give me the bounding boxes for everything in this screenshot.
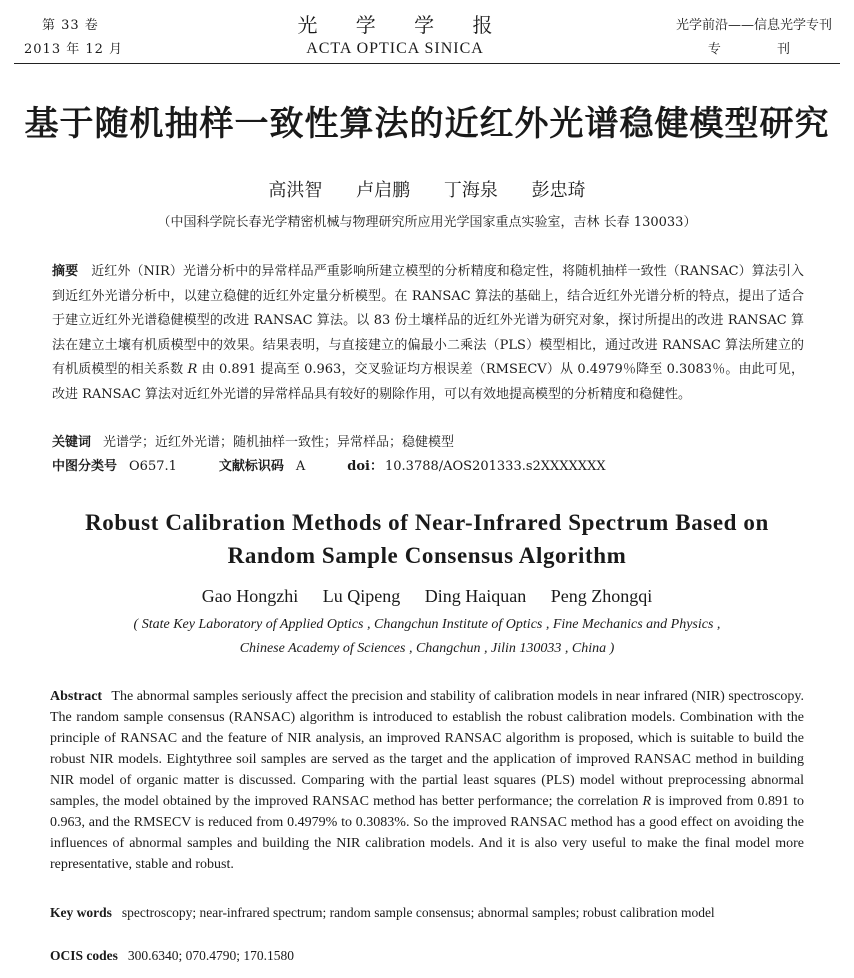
ocis-label: OCIS codes	[50, 948, 118, 963]
doi-value: 10.3788/AOS201333.s2XXXXXXX	[385, 459, 606, 474]
clc-label: 中图分类号	[52, 459, 118, 474]
abstract-text-cn-part1: 近红外（NIR）光谱分析中的异常样品严重影响所建立模型的分析精度和稳定性，将随机抽样一致性（RANSAC）算法引入到近红外光谱分析中，以建立稳健的近红外定量分析模型。在 RANSAC 算法的基础上，结合近红外光谱分析的特点，提出了适合于建立近红外光谱稳健模型的改进 RANSAC 算法。以 83 份土壤样品的近红外光谱为研究对象，探讨所提出的改进 RANSAC 算法在建立土壤有机质模型中的效果。结果表明，与直接建立的偏最小二乘法（PLS）模型相比，通过改进 RANSAC 算法所建立的有机质模型的相关系数	[52, 264, 804, 377]
affiliation-en-line1: ( State Key Laboratory of Applied Optics , Changchun Institute of Optics , Fine Mechanics and Physics ,	[133, 617, 721, 632]
abstract-label-cn: 摘要	[52, 264, 79, 279]
journal-name-en: ACTA OPTICA SINICA	[306, 40, 484, 57]
affiliation-cn: （中国科学院长春光学精密机械与物理研究所应用光学国家重点实验室，吉林 长春 130033）	[157, 215, 697, 230]
abstract-text-en-part2: is improved from 0.891 to 0.963, and the RMSECV is reduced from 0.4979% to 0.3083%. So the improved RANSAC method has a good effect on avoiding the influences of abnormal samples and building the NIR calibration models. And it is also very useful to make the final model more representative, stable and robust.	[50, 794, 804, 872]
abstract-text-cn-part2: 由 0.891 提高至 0.963，交叉验证均方根误差（RMSECV）从 0.4979％降至 0.3083％。由此可见，改进 RANSAC 算法对近红外光谱的异常样品具有较好的剔除作用，可以有效地提高模型的分析精度和稳健性。	[52, 362, 804, 402]
abstract-variable-r-en: R	[642, 794, 651, 809]
paper-title-en-line2: Random Sample Consensus Algorithm	[227, 543, 627, 568]
ocis-value: 300.6340; 070.4790; 170.1580	[127, 948, 295, 963]
keywords-label-en: Key words	[50, 905, 112, 920]
abstract-text-en-part1: The abnormal samples seriously affect the precision and stability of calibration models in near infrared (NIR) spectroscopy. The random sample consensus (RANSAC) algorithm is introduced to establish the robust calibration models. Combination with the principle of RANSAC and the feature of NIR analysis, an improved RANSAC algorithm is proposed, which is suitable to build the robust NIR models. Eightythree soil samples are served as the target and the application of improved RANSAC method in building NIR model of organic matter is discussed. Comparing with the partial least squares (PLS) model without preprocessing abnormal samples, the model obtained by the improved RANSAC method has better performance; the correlation	[50, 689, 804, 809]
journal-section-l1: 光学前沿——信息光学专刊	[675, 18, 832, 33]
doccode-value: A	[295, 459, 306, 474]
journal-name-cn: 光 学 学 报	[297, 13, 509, 37]
ocis-codes	[50, 945, 804, 966]
paper-title-cn: 基于随机抽样一致性算法的近红外光谱稳健模型研究	[24, 104, 830, 144]
affiliation-en	[0, 613, 854, 661]
volume-label: 第 33 卷	[42, 18, 99, 33]
classification-line	[52, 455, 606, 479]
author-cn: 彭忠琦	[531, 180, 586, 201]
journal-section-l2: 专 刊	[707, 42, 816, 57]
author-en: Gao Hongzhi	[201, 586, 299, 606]
journal-masthead	[250, 12, 540, 60]
abstract-label-en: Abstract	[50, 689, 103, 704]
doi-label: doi：	[347, 459, 383, 474]
running-header-left	[24, 14, 123, 62]
affiliation-en-line2: Chinese Academy of Sciences , Changchun , Jilin 130033 , China )	[239, 641, 615, 656]
header-rule	[14, 63, 840, 64]
author-cn: 卢启鹏	[356, 180, 411, 201]
issue-date: 2013 年 12 月	[24, 42, 124, 57]
keywords-label-cn: 关键词	[52, 435, 92, 450]
author-en: Ding Haiquan	[424, 586, 527, 606]
abstract-variable-r-cn: R	[187, 362, 198, 377]
paper-title-en	[0, 506, 854, 572]
author-list-en	[0, 586, 854, 607]
running-header-right	[676, 14, 832, 62]
abstract-en	[50, 686, 804, 875]
author-cn: 丁海泉	[443, 180, 498, 201]
clc-value: O657.1	[129, 459, 177, 474]
author-list-cn	[0, 176, 854, 202]
author-en: Lu Qipeng	[322, 586, 401, 606]
doccode-label: 文献标识码	[218, 459, 284, 474]
keywords-text-en: spectroscopy; near-infrared spectrum; random sample consensus; abnormal samples; robust calibration model	[121, 905, 715, 920]
keywords-en	[50, 902, 804, 923]
abstract-cn	[52, 260, 804, 407]
paper-title-en-line1: Robust Calibration Methods of Near-Infrared Spectrum Based on	[85, 510, 769, 535]
keywords-cn	[52, 431, 454, 455]
author-cn: 高洪智	[268, 180, 323, 201]
author-en: Peng Zhongqi	[550, 586, 653, 606]
keywords-text-cn: 光谱学；近红外光谱；随机抽样一致性；异常样品；稳健模型	[103, 435, 455, 450]
